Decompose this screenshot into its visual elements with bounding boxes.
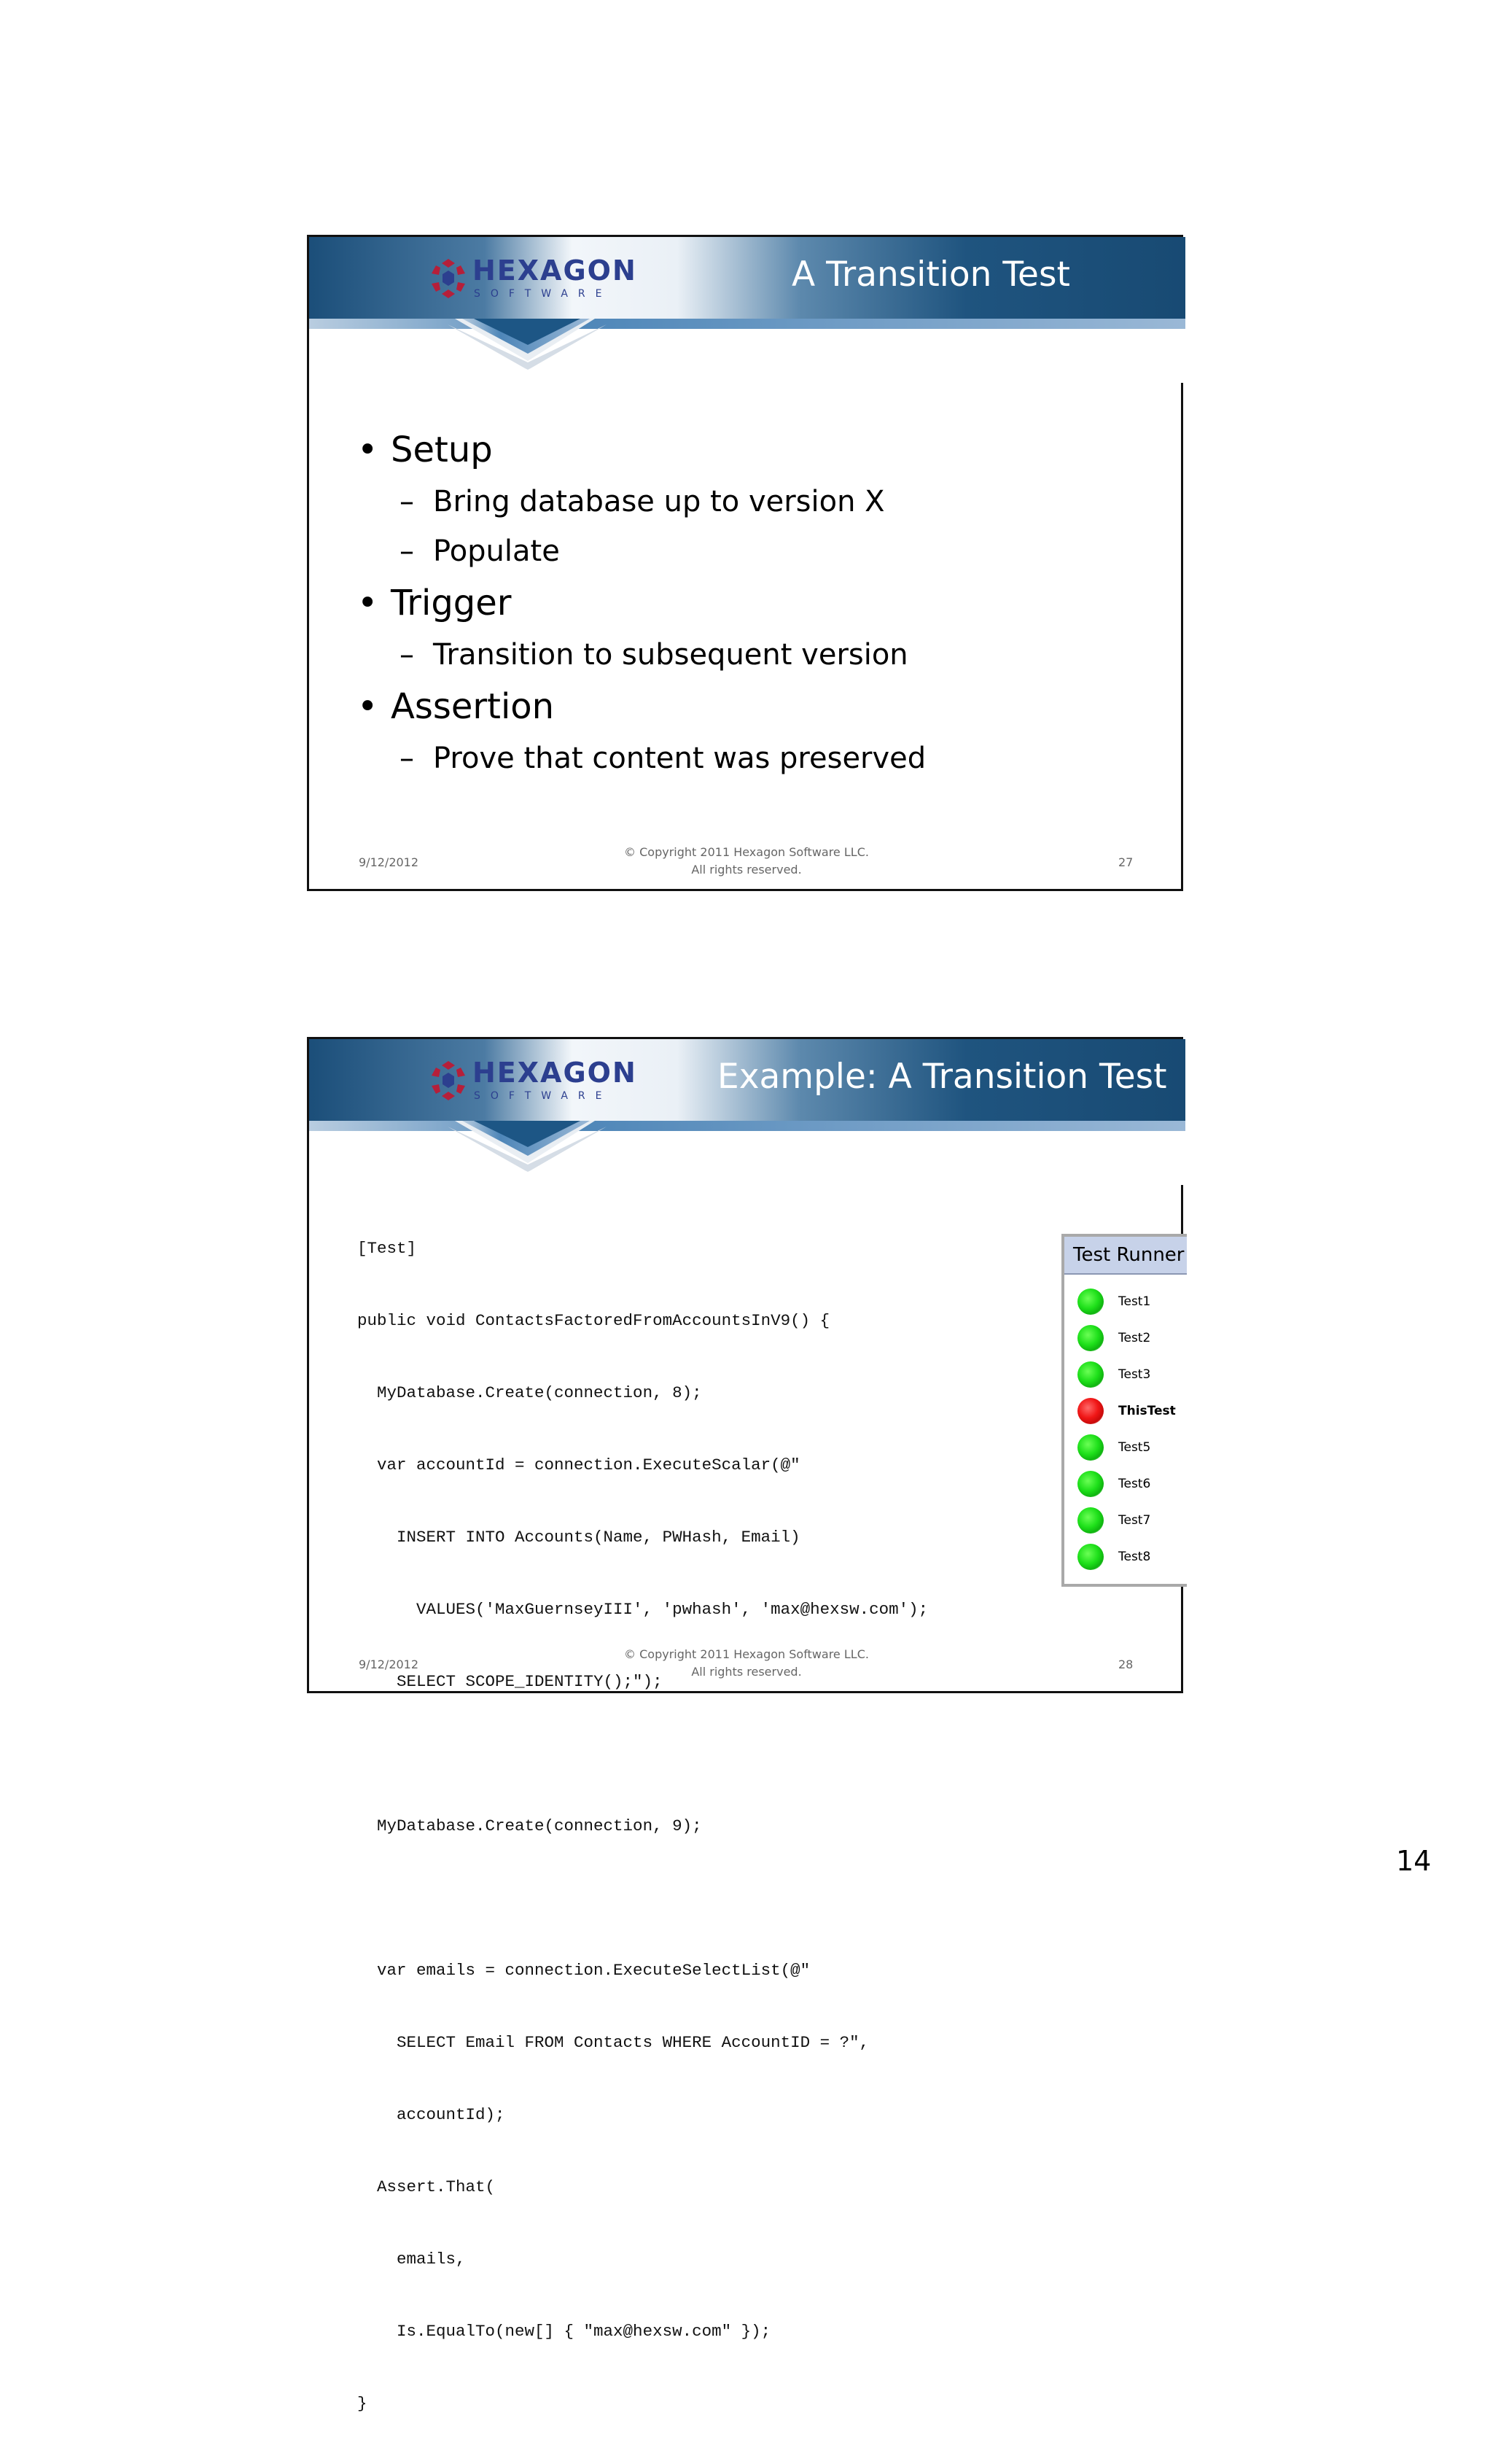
bullet-assertion: • Assertion [357,680,926,734]
code-line: var accountId = connection.ExecuteScalar(@" [357,1456,800,1474]
sub-bullet-text: Populate [433,535,560,568]
test-row [1064,1539,1187,1575]
logo-wordmark: HEXAGON [472,1057,637,1089]
slide-27 [307,235,1183,891]
footer-copyright [586,1646,907,1681]
sub-bullet-text: Bring database up to version X [433,485,885,518]
copyright-line: © Copyright 2011 Hexagon Software LLC. [624,845,869,859]
test-name: Test2 [1118,1331,1151,1345]
sub-bullet [357,526,926,576]
pass-status-icon [1077,1507,1104,1534]
test-name: Test1 [1118,1294,1151,1309]
pass-status-icon [1077,1325,1104,1351]
test-runner-panel [1061,1234,1187,1587]
slide-title: Example: A Transition Test [717,1057,1167,1097]
sub-bullet [357,477,926,526]
page-number: 14 [1396,1845,1432,1877]
test-row [1064,1283,1187,1320]
logo-subtitle: SOFTWARE [474,288,612,300]
test-runner-title: Test Runner [1064,1237,1187,1275]
fail-status-icon [1077,1398,1104,1424]
footer-copyright [586,844,907,879]
pass-status-icon [1077,1471,1104,1497]
code-line: MyDatabase.Create(connection, 8); [357,1383,702,1402]
pass-status-icon [1077,1361,1104,1388]
dash: – [399,742,414,775]
dash: – [399,638,414,672]
bullet-trigger: • Trigger [357,576,926,630]
rights-line: All rights reserved. [691,1665,802,1679]
hexagon-software-logo [426,254,637,306]
code-line: SELECT Email FROM Contacts WHERE AccountID = ?", [357,2033,870,2052]
footer-date: 9/12/2012 [359,855,419,869]
test-row [1064,1466,1187,1502]
sub-bullet [357,630,926,680]
code-line [357,1886,928,1911]
slide-28 [307,1037,1185,2413]
footer-slide-number: 27 [1118,855,1134,869]
sub-bullet-text: Prove that content was preserved [433,742,927,775]
hexagon-software-logo [426,1057,637,1108]
logo-subtitle: SOFTWARE [474,1090,612,1102]
sub-bullet-text: Transition to subsequent version [433,638,908,672]
code-line: } [357,2394,367,2413]
hexagon-logo-icon [426,256,471,301]
code-line: INSERT INTO Accounts(Name, PWHash, Email) [357,1528,800,1547]
footer-date: 9/12/2012 [359,1657,419,1671]
logo-wordmark: HEXAGON [472,254,637,287]
code-line: accountId); [357,2105,505,2124]
test-row [1064,1502,1187,1539]
bullet-setup: • Setup [357,423,926,477]
test-row [1064,1320,1187,1356]
test-name: ThisTest [1118,1404,1176,1418]
test-row-failing [1064,1393,1187,1429]
code-block [357,1189,928,2464]
footer-slide-number: 28 [1118,1657,1134,1671]
code-line: Assert.That( [357,2177,496,2196]
pass-status-icon [1077,1434,1104,1461]
slide-title: A Transition Test [792,254,1070,295]
test-row [1064,1429,1187,1466]
hexagon-logo-icon [426,1058,471,1103]
rights-line: All rights reserved. [691,863,802,877]
code-line: emails, [357,2250,466,2269]
code-line [357,1742,928,1766]
pass-status-icon [1077,1544,1104,1570]
code-line: var emails = connection.ExecuteSelectList(@" [357,1961,811,1980]
test-name: Test7 [1118,1513,1151,1528]
copyright-line: © Copyright 2011 Hexagon Software LLC. [624,1647,869,1661]
test-name: Test6 [1118,1477,1151,1491]
test-name: Test3 [1118,1367,1151,1382]
code-line: Is.EqualTo(new[] { "max@hexsw.com" }); [357,2322,771,2341]
test-row [1064,1356,1187,1393]
dash: – [399,535,414,568]
code-line: MyDatabase.Create(connection, 9); [357,1816,702,1835]
test-name: Test5 [1118,1440,1151,1455]
code-line: SELECT SCOPE_IDENTITY();"); [357,1672,663,1691]
code-line: public void ContactsFactoredFromAccountsInV9() { [357,1311,830,1330]
code-line: [Test] [357,1239,417,1258]
sub-bullet [357,734,926,783]
test-name: Test8 [1118,1550,1151,1564]
test-list [1064,1283,1187,1575]
bullet-list [357,423,926,783]
dash: – [399,485,414,518]
code-line: VALUES('MaxGuernseyIII', 'pwhash', 'max@hexsw.com'); [357,1600,929,1619]
pass-status-icon [1077,1289,1104,1315]
